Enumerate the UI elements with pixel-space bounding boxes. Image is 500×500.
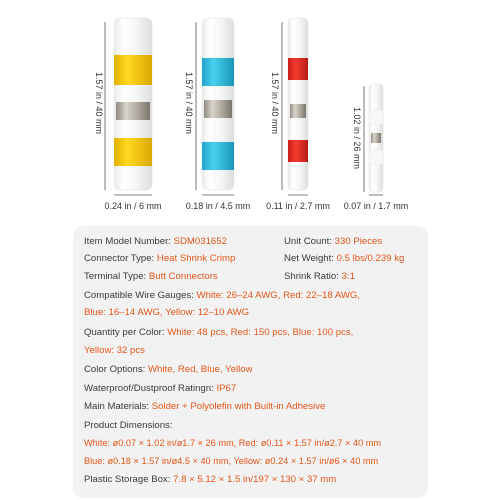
red-connector: [282, 18, 308, 195]
white-band-top: [369, 110, 383, 124]
product-dimensions-row: Product Dimensions:: [84, 420, 173, 431]
red-height-label: 1.57 in / 40 mm: [270, 71, 280, 135]
yellow-band-top: [114, 55, 152, 85]
waterproof-row: Waterproof/Dustproof Ratingn: IP67: [84, 383, 237, 394]
shrink-ratio-row: Shrink Ratio: 3:1: [284, 271, 355, 282]
red-band-top: [288, 58, 308, 80]
quantity-row-2: Yellow: 32 pcs: [84, 345, 145, 356]
blue-band-bottom: [202, 142, 234, 170]
yellow-band-bottom: [114, 138, 152, 166]
storage-box-row: Plastic Storage Box: 7.8 × 5.12 × 1.5 in/197 × 130 × 37 mm: [84, 474, 337, 485]
white-connector: [364, 84, 383, 195]
item-model-row: Item Model Number: SDM031652: [84, 236, 227, 247]
blue-width-label: 0.18 in / 4.5 mm: [185, 201, 251, 211]
yellow-width-label: 0.24 in / 6 mm: [104, 201, 162, 211]
materials-row: Main Materials: Solder + Polyolefin with Built-in Adhesive: [84, 401, 326, 412]
red-band-bottom: [288, 140, 308, 162]
connectors-illustration: [0, 0, 500, 225]
unit-count-row: Unit Count: 330 Pieces: [284, 236, 383, 247]
quantity-row: Quantity per Color: White: 48 pcs, Red: 150 pcs, Blue: 100 pcs,: [84, 327, 354, 338]
red-solder-ring: [290, 104, 306, 118]
yellow-height-label: 1.57 in / 40 mm: [94, 71, 104, 135]
white-width-label: 0.07 in / 1.7 mm: [343, 201, 409, 211]
red-width-label: 0.11 in / 2.7 mm: [266, 201, 330, 211]
connector-type-row: Connector Type: Heat Shrink Crimp: [84, 253, 236, 264]
yellow-solder-ring: [116, 102, 150, 120]
white-height-label: 1.02 in / 26 mm: [352, 106, 362, 170]
blue-height-label: 1.57 in / 40 mm: [184, 71, 194, 135]
wire-gauges-row-2: Blue: 16–14 AWG, Yellow: 12–10 AWG: [84, 307, 250, 318]
color-options-row: Color Options: White, Red, Blue, Yellow: [84, 364, 253, 375]
product-dimensions-line-2: Blue: ø0.18 × 1.57 in/ø4.5 × 40 mm, Yellow: ø0.24 × 1.57 in/ø6 × 40 mm: [84, 456, 379, 466]
blue-band-top: [202, 58, 234, 86]
terminal-type-row: Terminal Type: Butt Connectors: [84, 271, 218, 282]
blue-solder-ring: [204, 100, 232, 118]
net-weight-row: Net Weight: 0.5 lbs/0.239 kg: [284, 253, 405, 264]
white-band-bottom: [369, 150, 383, 164]
yellow-connector: [105, 18, 152, 195]
product-dimensions-line-1: White: ø0.07 × 1.02 in/ø1.7 × 26 mm, Red: ø0.11 × 1.57 in/ø2.7 × 40 mm: [84, 438, 382, 448]
wire-gauges-row: Compatible Wire Gauges: White: 26–24 AWG, Red: 22–18 AWG,: [84, 290, 361, 301]
white-solder-ring: [371, 133, 381, 143]
blue-connector: [196, 18, 234, 195]
